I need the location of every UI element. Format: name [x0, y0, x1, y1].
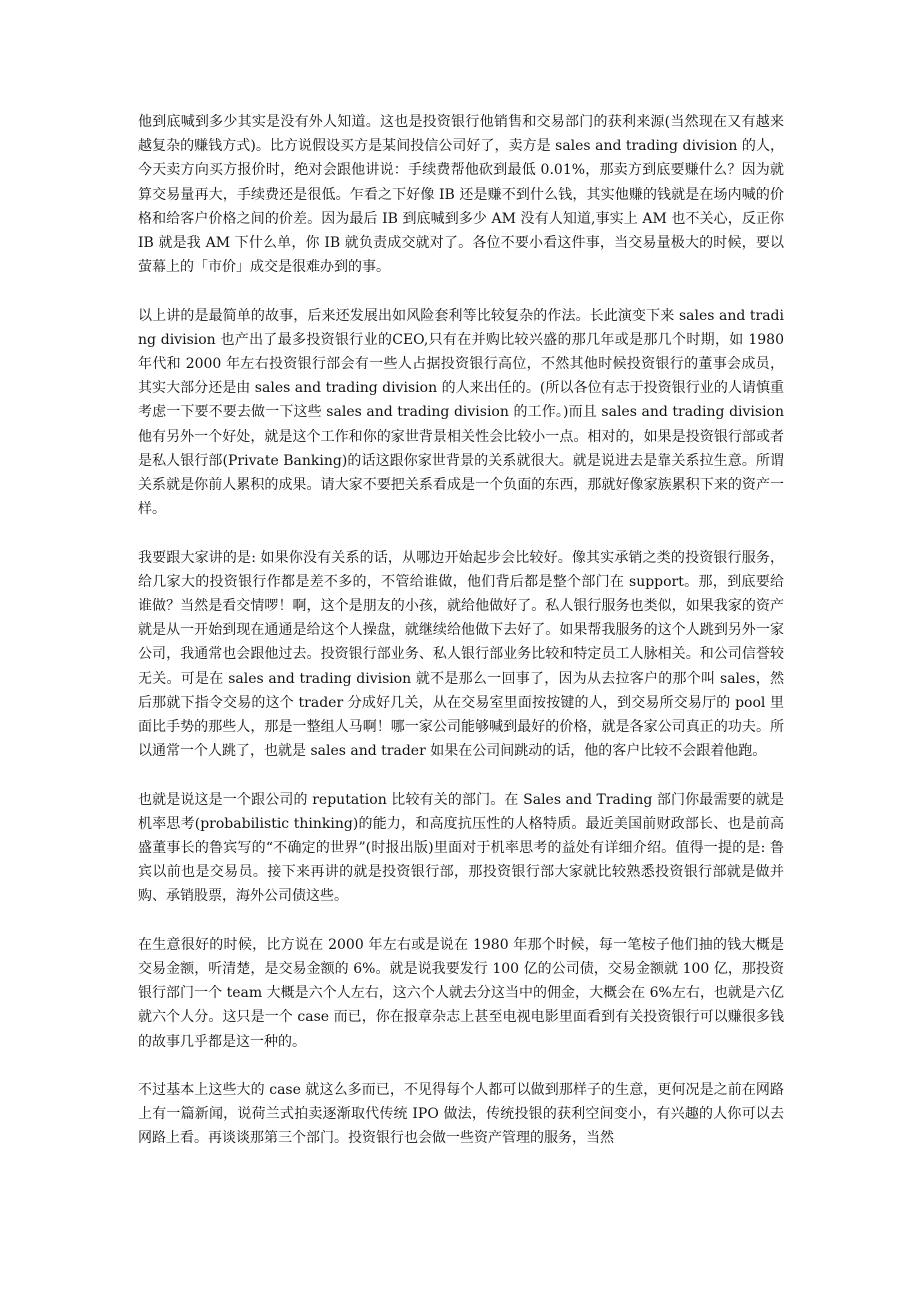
- paragraph: 我要跟大家讲的是: 如果你没有关系的话，从哪边开始起步会比较好。像其实承销之类的投资银行服务，给几家大的投资银行作都是差不多的，不管给谁做，他们背后都是整个部门在 support。那，到底要给谁做？当然是看交情啰！啊，这个是朋友的小孩，就给他做好了。私人银行服务也类似，如果我家的资产就是从一开始到现在通通是给这个人操盘，就继续给他做下去好了。如果帮我服务的这个人跳到另外一家公司，我通常也会跟他过去。投资银行部业务、私人银行部业务比较和特定员工人脉相关。和公司信誉较无关。可是在 sales and trading division 就不是那么一回事了，因为从去拉客户的那个叫 sales，然后那就下指令交易的这个 trader 分成好几关，从在交易室里面按按键的人，到交易所交易厅的 pool 里面比手势的那些人，那是一整组人马啊！哪一家公司能够喊到最好的价格，就是各家公司真正的功夫。所以通常一个人跳了，也就是 sales and trader 如果在公司间跳动的话，他的客户比较不会跟着他跑。: [138, 549, 784, 760]
- paragraph: 在生意很好的时候，比方说在 2000 年左右或是说在 1980 年那个时候，每一笔桉子他们抽的钱大概是交易金额，听清楚，是交易金额的 6%。就是说我要发行 100 亿的公司债，交易金额就 100 亿，那投资银行部门一个 team 大概是六个人左右，这六个人就去分这当中的佣金，大概会在 6%左右，也就是六亿就六个人分。这只是一个 case 而已，你在报章杂志上甚至电视电影里面看到有关投资银行可以赚很多钱的故事几乎都是这一种的。: [138, 936, 784, 1050]
- document-body: [138, 110, 784, 1151]
- paragraph: 以上讲的是最简单的故事，后来还发展出如风险套利等比较复杂的作法。长此演变下来 sales and trading division 也产出了最多投资银行业的CEO,只有在并购比较兴盛的那几年或是那几个时期，如 1980 年代和 2000 年左右投资银行部会有一些人占据投资银行高位，不然其他时候投资银行的董事会成员，其实大部分还是由 sales and trading division 的人来出任的。(所以各位有志于投资银行业的人请慎重考虑一下要不要去做一下这些 sales and trading division 的工作。)而且 sales and trading division 他有另外一个好处，就是这个工作和你的家世背景相关性会比较小一点。相对的，如果是投资银行部或者是私人银行部(Private Banking)的话这跟你家世背景的关系就很大。就是说进去是靠关系拉生意。所谓关系就是你前人累积的成果。请大家不要把关系看成是一个负面的东西，那就好像家族累积下来的资产一样。: [138, 307, 784, 518]
- paragraph: 不过基本上这些大的 case 就这么多而已，不见得每个人都可以做到那样子的生意，更何况是之前在网路上有一篇新闻，说荷兰式拍卖逐渐取代传统 IPO 做法，传统投银的获利空间变小，有兴趣的人你可以去网路上看。再谈谈那第三个部门。投资银行也会做一些资产管理的服务，当然: [138, 1082, 784, 1147]
- paragraph: 他到底喊到多少其实是没有外人知道。这也是投资银行他销售和交易部门的获利来源(当然现在又有越来越复杂的赚钱方式)。比方说假设买方是某间投信公司好了，卖方是 sales and trading division 的人，今天卖方向买方报价时，绝对会跟他讲说：手续费帮他砍到最低 0.01%，那卖方到底要赚什么？因为就算交易量再大，手续费还是很低。乍看之下好像 IB 还是赚不到什么钱，其实他赚的钱就是在场内喊的价格和给客户价格之间的价差。因为最后 IB 到底喊到多少 AM 没有人知道,事实上 AM 也不关心，反正你 IB 就是我 AM 下什么单，你 IB 就负责成交就对了。各位不要小看这件事，当交易量极大的时候，要以萤幕上的「市价」成交是很难办到的事。: [138, 114, 784, 276]
- paragraph: 也就是说这是一个跟公司的 reputation 比较有关的部门。在 Sales and Trading 部门你最需要的就是机率思考(probabilistic thinking)的能力，和高度抗压性的人格特质。最近美国前财政部长、也是前高盛董事长的鲁宾写的“不确定的世界”(时报出版)里面对于机率思考的益处有详细介绍。值得一提的是: 鲁宾以前也是交易员。接下来再讲的就是投资银行部，那投资银行部大家就比较熟悉投资银行部就是做并购、承销股票，海外公司债这些。: [138, 791, 784, 905]
